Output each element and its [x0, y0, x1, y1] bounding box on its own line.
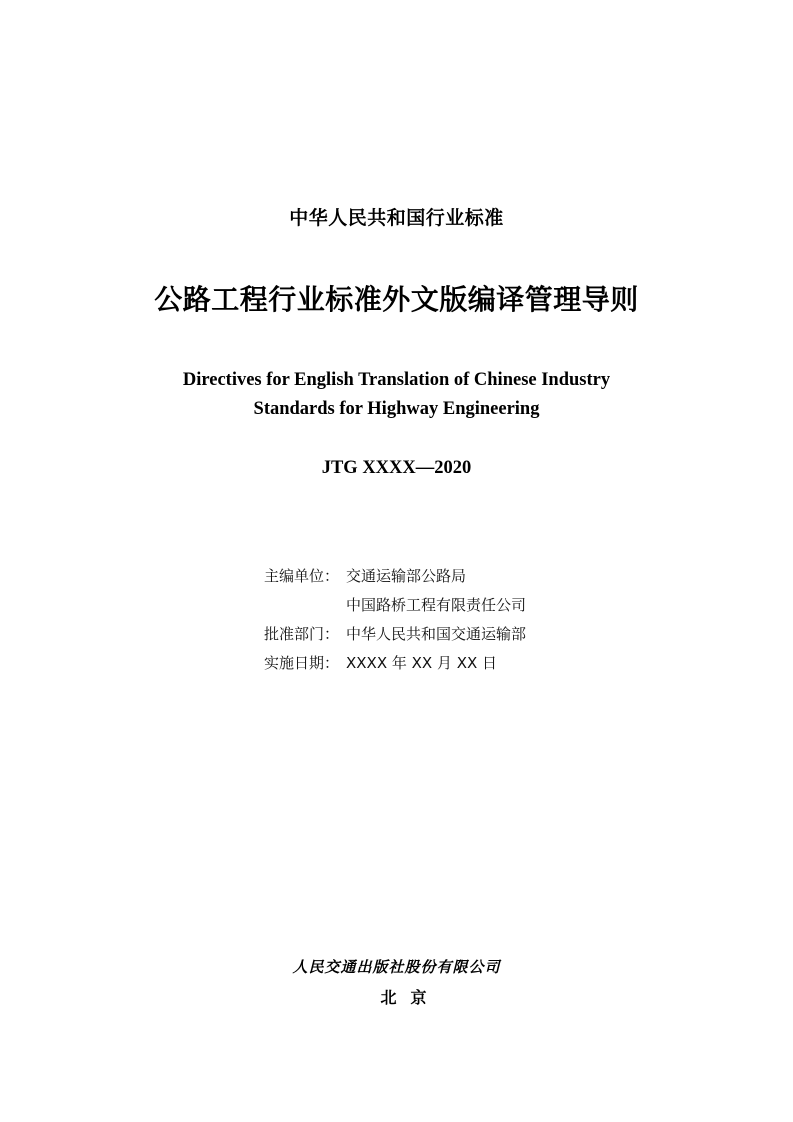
- editor-value-primary: 交通运输部公路局: [346, 567, 467, 585]
- editor-value-secondary: 中国路桥工程有限责任公司: [346, 596, 527, 614]
- approver-row: [264, 620, 526, 649]
- effective-date-label: 实施日期：: [264, 654, 340, 672]
- standard-code: JTG XXXX—2020: [321, 458, 472, 478]
- publication-city: 北京: [380, 988, 441, 1007]
- effective-date-row: [264, 649, 526, 678]
- document-title-chinese: 公路工程行业标准外文版编译管理导则: [154, 283, 639, 316]
- editor-label: 主编单位：: [264, 567, 340, 585]
- editor-row: [264, 562, 526, 591]
- english-title-line-1: Directives for English Translation of Chinese Industry: [182, 370, 611, 390]
- editor-row-secondary: [264, 591, 526, 620]
- approver-label: 批准部门：: [264, 625, 340, 643]
- effective-date-value: XXXX 年 XX 月 XX 日: [346, 654, 498, 672]
- industry-standard-heading: 中华人民共和国行业标准: [289, 207, 504, 229]
- document-metadata: [264, 562, 526, 678]
- publisher-name: 人民交通出版社股份有限公司: [292, 958, 501, 976]
- english-title-line-2: Standards for Highway Engineering: [253, 399, 540, 419]
- document-title-english: [0, 366, 793, 424]
- approver-value: 中华人民共和国交通运输部: [346, 625, 527, 643]
